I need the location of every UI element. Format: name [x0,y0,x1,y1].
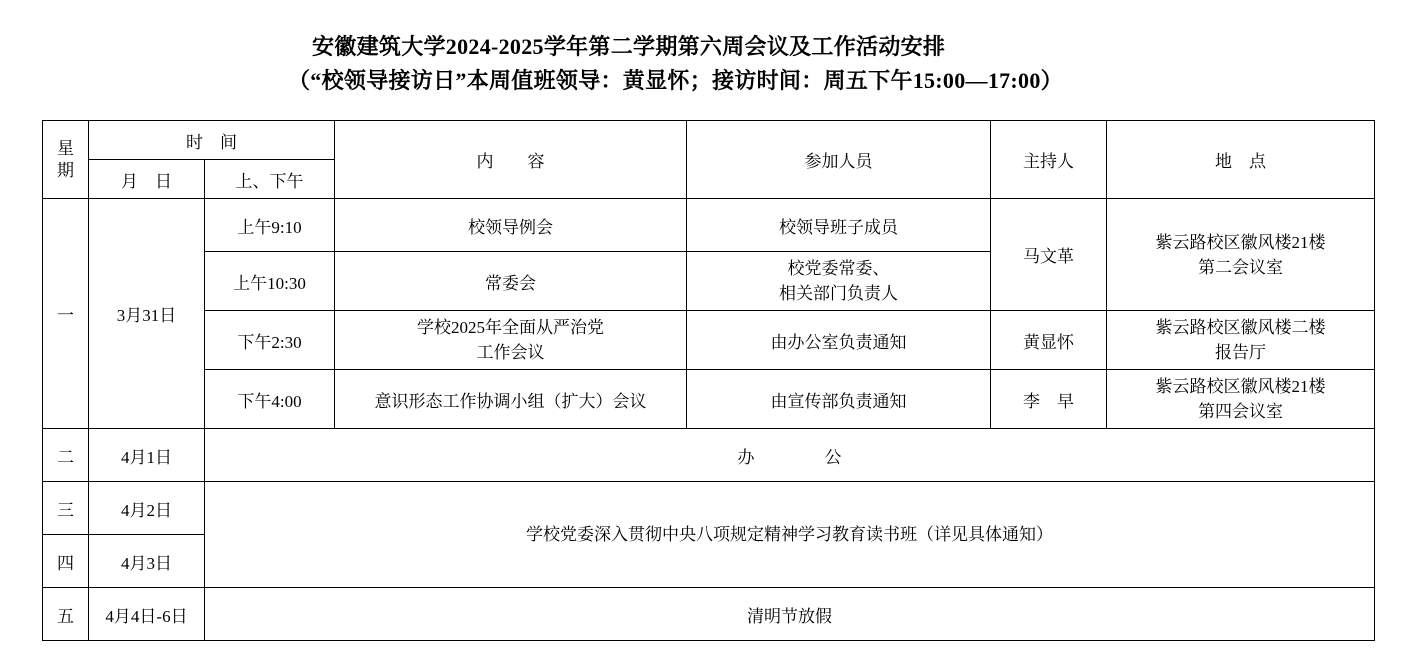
cell-place [1107,370,1375,429]
cell-place-line2: 报告厅 [1215,343,1266,362]
cell-ampm: 下午4:00 [205,370,335,429]
schedule-table-wrapper [0,120,1414,641]
cell-host: 马文革 [991,199,1107,311]
cell-content: 常委会 [335,252,687,311]
header-week-line1: 星 [57,138,74,158]
table-header-row-1 [43,121,1375,160]
cell-people [687,252,991,311]
table-row [43,199,1375,252]
header-ampm: 上、下午 [205,160,335,199]
cell-people-line2: 相关部门负责人 [779,284,898,303]
cell-week: 一 [43,199,89,429]
header-time: 时 间 [89,121,335,160]
cell-people: 校领导班子成员 [687,199,991,252]
cell-content-line2: 工作会议 [476,343,545,362]
schedule-table [42,120,1375,641]
cell-place [1107,311,1375,370]
table-row [43,588,1375,641]
title-block [0,0,1414,98]
cell-people-line1: 校党委常委、 [787,259,890,278]
cell-place-line1: 紫云路校区徽风楼21楼 [1155,377,1326,396]
table-row [43,482,1375,535]
cell-week: 五 [43,588,89,641]
table-row [43,311,1375,370]
document-title-line-2: （“校领导接访日”本周值班领导：黄显怀；接访时间：周五下午15:00—17:00） [288,68,1063,93]
cell-host: 李 早 [991,370,1107,429]
cell-date: 4月2日 [89,482,205,535]
header-date: 月 日 [89,160,205,199]
cell-people: 由办公室负责通知 [687,311,991,370]
cell-date: 4月1日 [89,429,205,482]
cell-ampm: 上午10:30 [205,252,335,311]
header-week-line2: 期 [57,160,74,180]
cell-people: 由宣传部负责通知 [687,370,991,429]
cell-ampm: 下午2:30 [205,311,335,370]
document-title-line-1: 安徽建筑大学2024-2025学年第二学期第六周会议及工作活动安排 [312,34,946,59]
header-content: 内 容 [335,121,687,199]
header-week [43,121,89,199]
header-place: 地 点 [1107,121,1375,199]
cell-content-line1: 学校2025年全面从严治党 [417,318,604,337]
cell-host: 黄显怀 [991,311,1107,370]
header-host: 主持人 [991,121,1107,199]
cell-content [335,311,687,370]
cell-date: 4月3日 [89,535,205,588]
cell-content: 意识形态工作协调小组（扩大）会议 [335,370,687,429]
cell-content: 校领导例会 [335,199,687,252]
cell-place [1107,199,1375,311]
cell-merged-activity: 学校党委深入贯彻中央八项规定精神学习教育读书班（详见具体通知） [205,482,1375,588]
header-people: 参加人员 [687,121,991,199]
cell-place-line2: 第二会议室 [1198,257,1283,277]
cell-week: 二 [43,429,89,482]
cell-merged-activity: 办 公 [205,429,1375,482]
cell-place-line1: 紫云路校区徽风楼二楼 [1155,318,1326,337]
table-row [43,370,1375,429]
cell-date: 3月31日 [89,199,205,429]
cell-week: 三 [43,482,89,535]
cell-place-line2: 第四会议室 [1198,402,1283,421]
cell-week: 四 [43,535,89,588]
cell-date: 4月4日-6日 [89,588,205,641]
cell-place-line1: 紫云路校区徽风楼21楼 [1155,232,1326,252]
cell-merged-activity: 清明节放假 [205,588,1375,641]
cell-ampm: 上午9:10 [205,199,335,252]
table-row [43,429,1375,482]
